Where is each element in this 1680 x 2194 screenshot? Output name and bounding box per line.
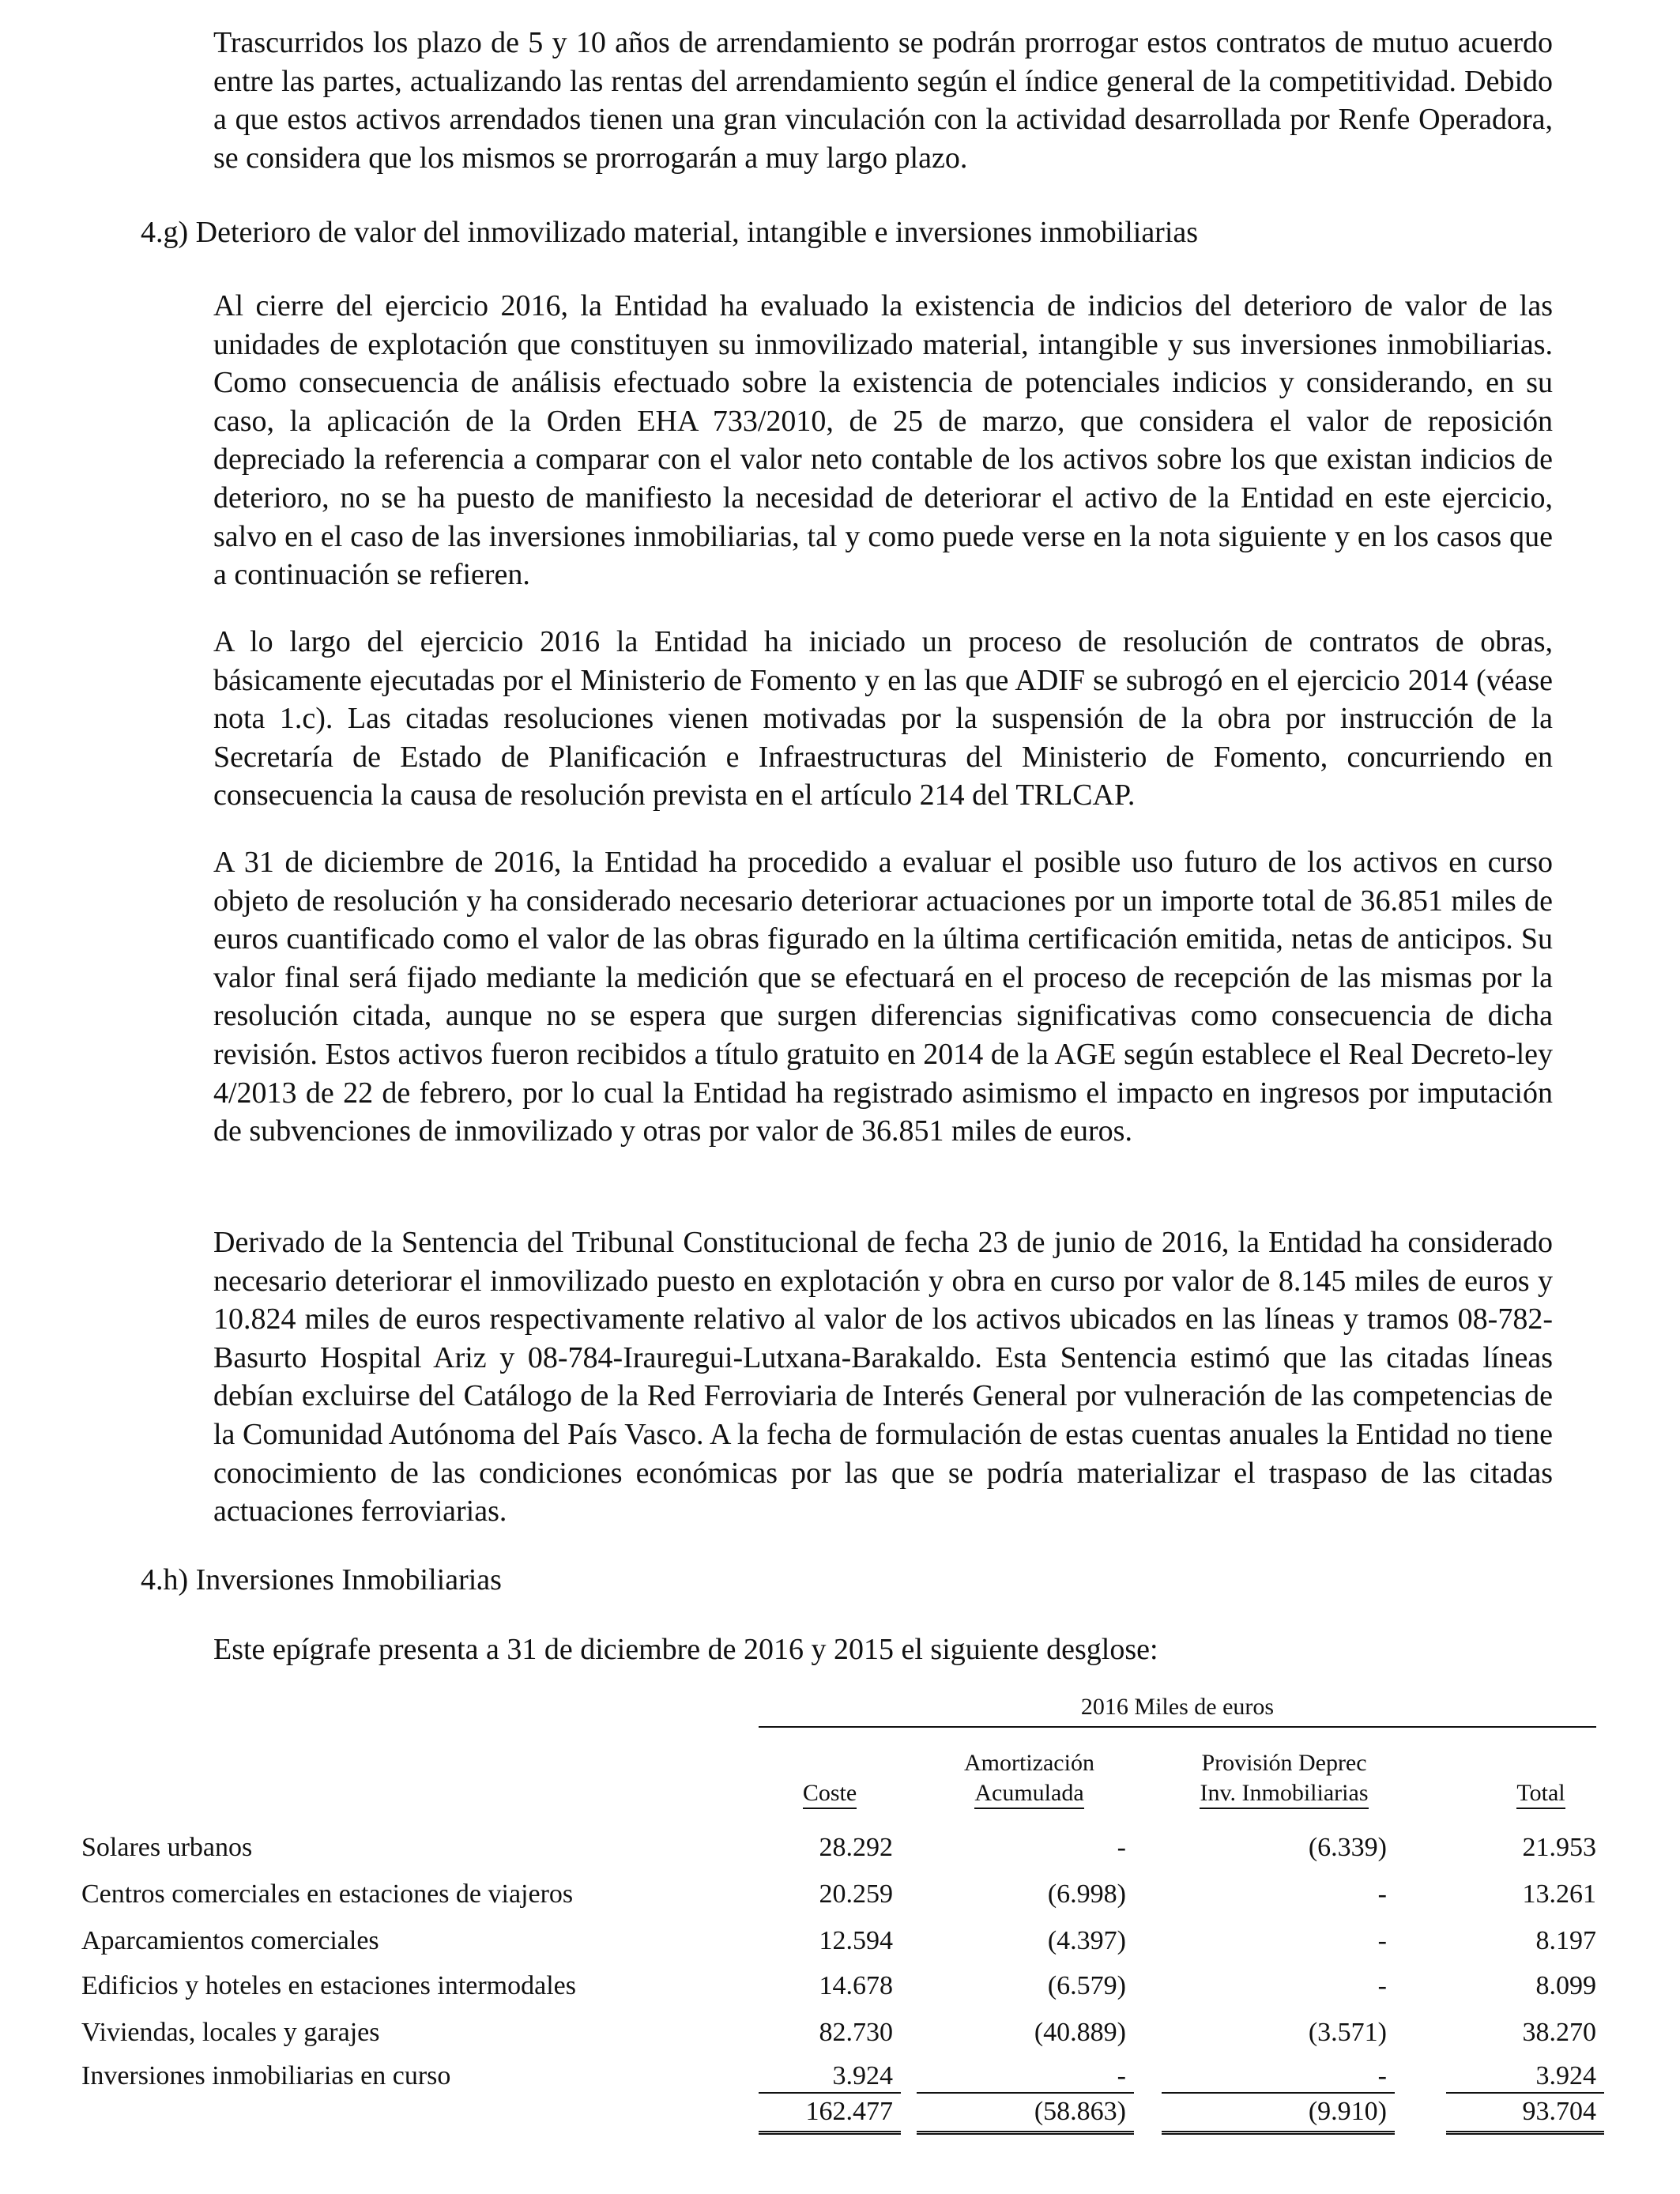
header-coste: Coste (782, 1778, 877, 1808)
table-row: Solares urbanos 28.292 - (6.339) 21.953 (81, 1833, 1596, 1862)
paragraph-assets-impairment: A 31 de diciembre de 2016, la Entidad ha procedido a evaluar el posible uso futuro de los activos en curso objeto de resolución y ha considerado necesario deteriorar actuaciones por un importe total de 36.851 miles de euros cuantificado como el valor de las obras figurado en la última certificación emitida, netas de anticipos. Su valor final será fijado mediante la medición que se efectuará en el proceso de recepción de las mismas por la resolución citada, aunque no se espera que surgen diferencias significativas como consecuencia de dicha revisión. Estos activos fueron recibidos a título gratuito en 2014 de la AGE según establece el Real Decreto-ley 4/2013 de 22 de febrero, por lo cual la Entidad ha registrado asimismo el impacto en ingresos por imputación de subvenciones de inmovilizado y otras por valor de 36.851 miles de euros. (213, 846, 1553, 1148)
table-row: Viviendas, locales y garajes 82.730 (40.889) (3.571) 38.270 (81, 2018, 1596, 2047)
table-group-title: 2016 Miles de euros (1080, 1694, 1275, 1720)
table-group-rule (759, 1726, 1596, 1728)
subtotal-rule-prov (1162, 2092, 1395, 2094)
total-rule-prov (1162, 2131, 1395, 2135)
total-rule-total (1446, 2131, 1604, 2135)
table-row: Aparcamientos comerciales 12.594 (4.397) - 8.197 (81, 1926, 1596, 1955)
table-row: Edificios y hoteles en estaciones intermodales 14.678 (6.579) - 8.099 (81, 1971, 1596, 2000)
header-total: Total (1486, 1778, 1596, 1808)
header-amortizacion: Amortización Acumulada (917, 1748, 1142, 1808)
paragraph-constitutional-ruling: Derivado de la Sentencia del Tribunal Constitucional de fecha 23 de junio de 2016, la Entidad ha considerado necesario deteriorar el inmovilizado puesto en explotación y obra en curso por valor de 8.145 miles de euros y 10.824 miles de euros respectivamente relativo al valor de los activos ubicados en las líneas y tramos 08-782-Basurto Hospital Ariz y 08-784-Irauregui-Lutxana-Barakaldo. Esta Sentencia estimó que las citadas líneas debían excluirse del Catálogo de la Red Ferroviaria de Interés General por vulneración de las competencias de la Comunidad Autónoma del País Vasco. A la fecha de formulación de estas cuentas anuales la Entidad no tiene conocimiento de las condiciones económicas por las que se podría materializar el traspaso de las citadas actuaciones ferroviarias. (213, 1226, 1553, 1529)
total-rule-amort (917, 2131, 1134, 2135)
table-row: Centros comerciales en estaciones de viajeros 20.259 (6.998) - 13.261 (81, 1879, 1596, 1909)
paragraph-impairment-evaluation: Al cierre del ejercicio 2016, la Entidad ha evaluado la existencia de indicios del deterioro de valor de las unidades de explotación que constituyen su inmovilizado material, intangible y sus inversiones inmobiliarias. Como consecuencia de análisis efectuado sobre la existencia de potenciales indicios y considerando, en su caso, la aplicación de la Orden EHA 733/2010, de 25 de marzo, que considera el valor de reposición depreciado la referencia a comparar con el valor neto contable de los activos sobre los que existan indicios de deterioro, no se ha puesto de manifiesto la necesidad de deteriorar el activo de la Entidad en este ejercicio, salvo en el caso de las inversiones inmobiliarias, tal y como puede verse en la nota siguiente y en los casos que a continuación se refieren. (213, 289, 1553, 592)
section-heading-4g: 4.g) Deterioro de valor del inmovilizado material, intangible e inversiones inmobiliarias (141, 216, 1199, 249)
header-provision: Provisión Deprec Inv. Inmobiliarias (1162, 1748, 1407, 1808)
subtotal-rule-total (1446, 2092, 1604, 2094)
table-row: Inversiones inmobiliarias en curso 3.924 - - 3.924 (81, 2061, 1596, 2090)
section-heading-4h: 4.h) Inversiones Inmobiliarias (141, 1563, 502, 1596)
paragraph-leases: Trascurridos los plazo de 5 y 10 años de arrendamiento se podrán prorrogar estos contratos de mutuo acuerdo entre las partes, actualizando las rentas del arrendamiento según el índice general de la competitividad. Debido a que estos activos arrendados tienen una gran vinculación con la actividad desarrollada por Renfe Operadora, se considera que los mismos se prorrogarán a muy largo plazo. (213, 26, 1553, 175)
total-rule-coste (759, 2131, 901, 2135)
real-estate-investments-table (0, 1691, 1680, 2166)
table-intro-text: Este epígrafe presenta a 31 de diciembre de 2016 y 2015 el siguiente desglose: (213, 1633, 1158, 1666)
subtotal-rule-coste (759, 2092, 901, 2094)
subtotal-rule-amort (917, 2092, 1134, 2094)
paragraph-contract-resolution: A lo largo del ejercicio 2016 la Entidad ha iniciado un proceso de resolución de contratos de obras, básicamente ejecutadas por el Ministerio de Fomento y en las que ADIF se subrogó en el ejercicio 2014 (véase nota 1.c). Las citadas resoluciones vienen motivadas por la suspensión de la obra por instrucción de la Secretaría de Estado de Planificación e Infraestructuras del Ministerio de Fomento, concurriendo en consecuencia la causa de resolución prevista en el artículo 214 del TRLCAP. (213, 625, 1553, 812)
table-total-row: 162.477 (58.863) (9.910) 93.704 (805, 2097, 1596, 2126)
